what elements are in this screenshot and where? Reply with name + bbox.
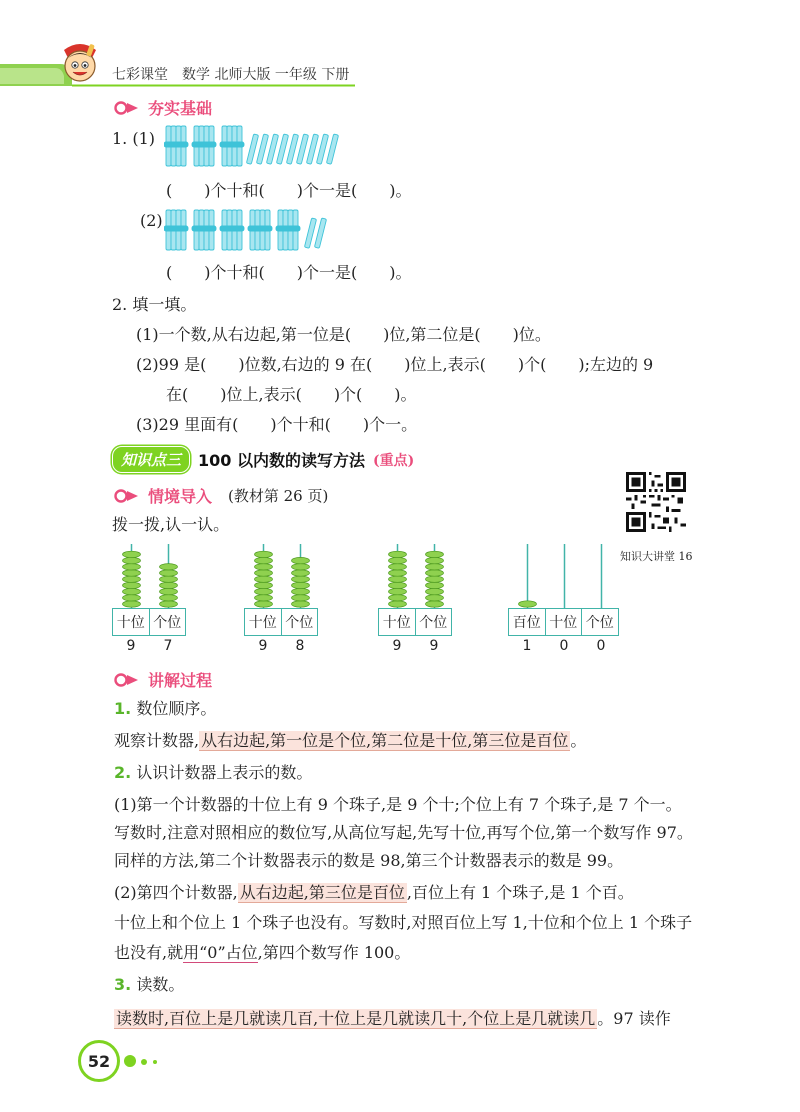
abacus-bead	[426, 576, 444, 582]
p3-highlight: 读数时,百位上是几就读几百,十位上是几就读几十,个位上是几就读几	[116, 1009, 596, 1028]
q1-blank-line-1: ( )个十和( )个一是( )。	[166, 181, 412, 200]
section-title-basics	[114, 96, 212, 119]
point-3-title: 读数。	[136, 975, 185, 994]
q2-title: 2. 填一填。	[112, 295, 197, 314]
abacus-bead	[255, 582, 273, 588]
abacus-counter	[112, 540, 190, 655]
scenario-instruction: 拨一拨,认一认。	[112, 515, 230, 534]
qr-code[interactable]	[626, 472, 686, 532]
abacus-bead	[292, 582, 310, 588]
point-1-title: 数位顺序。	[136, 699, 217, 718]
abacus-bead	[389, 595, 407, 601]
abacus-bead	[389, 588, 407, 594]
abacus-bead	[255, 564, 273, 570]
p2-line4-post: ,百位上有 1 个珠子,是 1 个百。	[406, 883, 634, 902]
abacus-digit: 1	[522, 638, 532, 654]
abacus-bead	[160, 588, 178, 594]
p2-line6-post: ,第四个数写作 100。	[257, 943, 411, 962]
q2-line-2a: (2)99 是( )位数,右边的 9 在( )位上,表示( )个( );左边的 9	[136, 355, 654, 374]
scenario-title-text: 情境导入	[148, 487, 213, 506]
abacus-rods	[508, 540, 623, 610]
abacus-rods	[112, 540, 190, 610]
p2-line6-underline: 用“0”占位	[183, 943, 258, 962]
abacus-rods	[244, 540, 322, 610]
abacus-bead	[160, 576, 178, 582]
section-title-explain	[114, 668, 212, 691]
sticks-figure-2	[164, 208, 354, 252]
abacus-bead	[292, 595, 310, 601]
p3-text	[114, 1008, 671, 1030]
point-2-number: 2.	[114, 763, 132, 782]
abacus-bead	[389, 576, 407, 582]
p2-line-1: (1)第一个计数器的十位上有 9 个珠子,是 9 个十;个位上有 7 个珠子,是 7 个一。	[114, 795, 682, 814]
abacus-place-label: 个位	[585, 615, 614, 631]
explain-title-text: 讲解过程	[148, 671, 213, 690]
section-arrow-icon	[114, 489, 140, 503]
knowledge-badge: 知识点三	[112, 446, 190, 473]
explain-point-2	[114, 762, 312, 784]
abacus-place-label: 十位	[245, 609, 282, 635]
abacus-bead	[160, 570, 178, 576]
point-3-number: 3.	[114, 975, 132, 994]
explain-point-3	[114, 974, 184, 996]
abacus-bead	[255, 601, 273, 607]
abacus-bead	[519, 601, 537, 607]
abacus-bead	[123, 595, 141, 601]
abacus-bead	[255, 557, 273, 563]
q2-line-1: (1)一个数,从右边起,第一位是( )位,第二位是( )位。	[136, 325, 551, 344]
abacus-bead	[123, 551, 141, 557]
abacus-bead	[123, 576, 141, 582]
section-arrow-icon	[114, 673, 140, 687]
abacus-bead	[426, 582, 444, 588]
abacus-bead	[123, 564, 141, 570]
abacus-bead	[255, 551, 273, 557]
abacus-label-box	[508, 608, 619, 636]
abacus-bead	[292, 557, 310, 563]
q2-line-2b: 在( )位上,表示( )个( )。	[166, 385, 417, 404]
p2-line4-pre: (2)第四个计数器,	[114, 883, 238, 902]
abacus-bead	[160, 582, 178, 588]
abacus-bead	[123, 601, 141, 607]
abacus-bead	[389, 601, 407, 607]
abacus-bead	[123, 582, 141, 588]
page-dots-icon	[124, 1054, 164, 1068]
abacus-bead	[426, 570, 444, 576]
p2-line-2: 写数时,注意对照相应的数位写,从高位写起,先写十位,再写个位,第一个数写作 97。	[114, 823, 693, 842]
knowledge-header	[112, 446, 414, 473]
section-arrow-icon	[114, 101, 140, 115]
abacus-bead	[123, 570, 141, 576]
abacus-digit: 9	[392, 638, 402, 654]
qr-caption: 知识大讲堂 16	[620, 550, 693, 563]
abacus-bead	[389, 570, 407, 576]
scenario-ref: (教材第 26 页)	[228, 486, 329, 505]
mascot-icon	[58, 40, 102, 88]
abacus-digit: 0	[596, 638, 606, 654]
p2-line4-highlight: 从右边起,第三位是百位	[239, 883, 405, 902]
abacus-bead	[389, 551, 407, 557]
p2-line-4	[114, 882, 634, 904]
abacus-bead	[123, 588, 141, 594]
q1-blank-line-2: ( )个十和( )个一是( )。	[166, 263, 412, 282]
abacus-label-box	[112, 608, 186, 636]
abacus-bead	[292, 570, 310, 576]
p2-line-3: 同样的方法,第二个计数器表示的数是 98,第三个计数器表示的数是 99。	[114, 851, 624, 870]
p2-line6-pre: 也没有,就	[114, 943, 184, 962]
abacus-place-label: 十位	[546, 609, 583, 635]
abacus-bead	[426, 564, 444, 570]
abacus-label-box	[378, 608, 452, 636]
abacus-digit: 9	[429, 638, 439, 654]
abacus-digit: 8	[295, 638, 305, 654]
sticks-figure-1	[164, 124, 364, 168]
point-2-title: 认识计数器上表示的数。	[136, 763, 313, 782]
abacus-counter	[378, 540, 456, 655]
abacus-rods	[378, 540, 456, 610]
p1-highlight: 从右边起,第一位是个位,第二位是十位,第三位是百位	[201, 731, 569, 750]
abacus-bead	[389, 557, 407, 563]
abacus-bead	[292, 576, 310, 582]
p3-post: 。97 读作	[597, 1009, 671, 1028]
abacus-digit: 9	[126, 638, 136, 654]
abacus-counter	[508, 540, 623, 655]
abacus-bead	[123, 557, 141, 563]
abacus-bead	[255, 570, 273, 576]
abacus-bead	[426, 601, 444, 607]
q1-sub-2: (2)	[140, 211, 163, 230]
abacus-bead	[292, 564, 310, 570]
abacus-bead	[389, 564, 407, 570]
abacus-bead	[426, 551, 444, 557]
p1-post: 。	[570, 731, 587, 750]
abacus-digit: 0	[559, 638, 569, 654]
p1-pre: 观察计数器,	[114, 731, 200, 750]
abacus-digit: 9	[258, 638, 268, 654]
abacus-place-label: 十位	[113, 609, 150, 635]
abacus-bead	[426, 557, 444, 563]
knowledge-tag: (重点)	[373, 452, 415, 469]
abacus-bead	[292, 601, 310, 607]
knowledge-title: 100 以内数的读写方法	[198, 451, 365, 470]
abacus-bead	[255, 576, 273, 582]
point-1-number: 1.	[114, 699, 132, 718]
abacus-digit: 7	[163, 638, 173, 654]
abacus-figures	[0, 540, 800, 655]
section-title-scenario	[114, 484, 328, 507]
explain-p1-text	[114, 730, 586, 752]
page-number: 52	[87, 1051, 111, 1071]
abacus-place-label: 个位	[153, 615, 182, 631]
abacus-bead	[292, 588, 310, 594]
page-number-badge	[78, 1040, 164, 1082]
abacus-label-box	[244, 608, 318, 636]
explain-point-1	[114, 698, 216, 720]
abacus-bead	[255, 595, 273, 601]
header-title: 七彩课堂 数学 北师大版 一年级 下册	[112, 67, 350, 83]
abacus-bead	[389, 582, 407, 588]
q1-number: 1. (1)	[112, 129, 156, 148]
section1-title-text: 夯实基础	[148, 99, 213, 118]
abacus-bead	[160, 564, 178, 570]
abacus-place-label: 个位	[419, 615, 448, 631]
abacus-counter	[244, 540, 322, 655]
abacus-bead	[426, 595, 444, 601]
p2-line-6	[114, 942, 410, 964]
abacus-bead	[160, 601, 178, 607]
q2-line-3: (3)29 里面有( )个十和( )个一。	[136, 415, 418, 434]
abacus-place-label: 十位	[379, 609, 416, 635]
abacus-place-label: 个位	[285, 615, 314, 631]
abacus-bead	[160, 595, 178, 601]
abacus-bead	[255, 588, 273, 594]
p2-line-5: 十位上和个位上 1 个珠子也没有。写数时,对照百位上写 1,十位和个位上 1 个珠子	[114, 913, 693, 932]
abacus-place-label: 百位	[509, 609, 546, 635]
abacus-bead	[426, 588, 444, 594]
